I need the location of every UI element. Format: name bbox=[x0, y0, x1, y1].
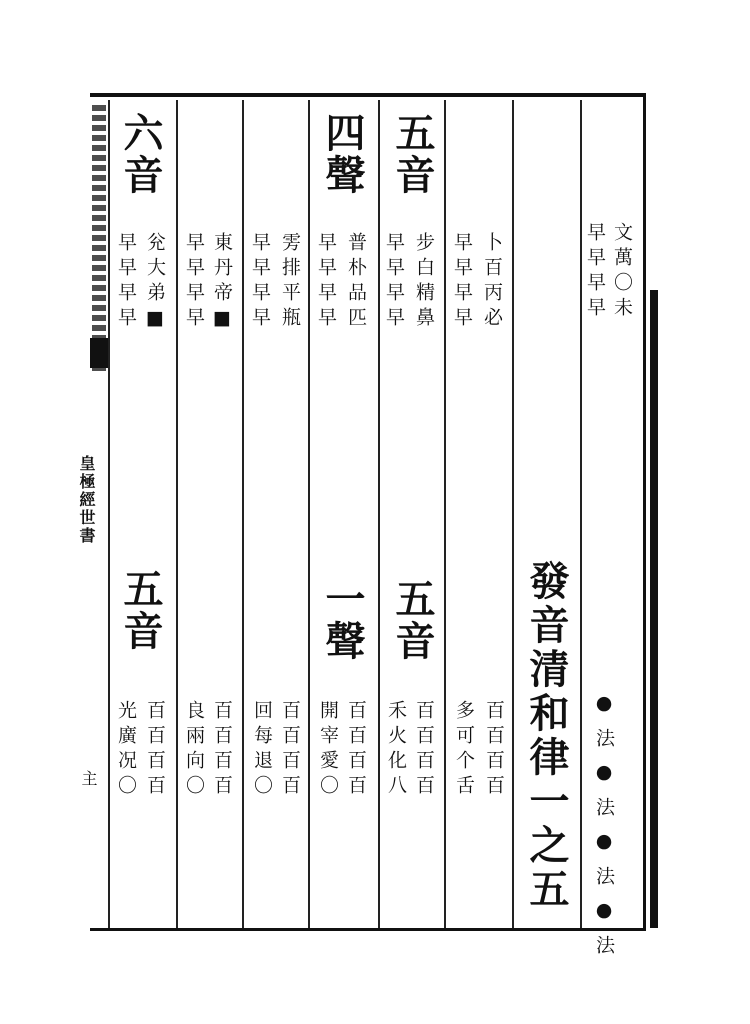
bottom-col4-line1: 百百百百 bbox=[345, 700, 367, 800]
column-rule bbox=[308, 100, 310, 928]
heading-wu-yin-mid: 五音 bbox=[389, 578, 436, 662]
heading-wu-yin-left: 五音 bbox=[117, 568, 164, 652]
top-col7-line1: 兊大弟■ bbox=[144, 232, 166, 335]
section-title: 發音清和律一之五 bbox=[523, 560, 570, 912]
fa-item: ●法 bbox=[593, 899, 615, 968]
column-rule bbox=[378, 100, 380, 928]
heading-wu-yin-top: 五音 bbox=[389, 112, 436, 196]
column-rule bbox=[580, 100, 582, 928]
margin-page-number: 主 bbox=[79, 770, 98, 786]
top-col1-line1: 文萬〇未 bbox=[611, 222, 633, 322]
frame-bottom-border bbox=[90, 928, 645, 931]
right-thick-bar bbox=[650, 290, 658, 928]
bottom-col3-line2: 禾火化八 bbox=[385, 700, 407, 800]
bottom-col5-line1: 百百百百 bbox=[279, 700, 301, 800]
top-col5-line1: 雱排平瓶 bbox=[279, 232, 301, 332]
bottom-col7-line2: 光廣况〇 bbox=[115, 700, 137, 800]
bottom-col6-line1: 百百百百 bbox=[211, 700, 233, 800]
frame-top-border bbox=[90, 93, 645, 97]
top-col1-line2: 早早早早 bbox=[584, 222, 606, 322]
bottom-col2-line2: 多可个舌 bbox=[453, 700, 475, 800]
column-rule bbox=[444, 100, 446, 928]
column-rule bbox=[512, 100, 514, 928]
margin-header-block bbox=[92, 105, 106, 375]
bottom-fa-line bbox=[594, 692, 613, 968]
top-col4-line2: 早早早早 bbox=[315, 232, 337, 332]
top-col3-line1: 步白精鼻 bbox=[413, 232, 435, 332]
top-col2-line1: 卜百丙必 bbox=[481, 232, 503, 332]
top-col6-line2: 早早早早 bbox=[183, 232, 205, 332]
bottom-col4-line2: 開宰愛〇 bbox=[317, 700, 339, 800]
heading-yi-sheng: 一聲 bbox=[319, 578, 366, 662]
bottom-col2-line1: 百百百百 bbox=[483, 700, 505, 800]
bottom-col6-line2: 良兩向〇 bbox=[183, 700, 205, 800]
bottom-col3-line1: 百百百百 bbox=[413, 700, 435, 800]
column-rule bbox=[108, 100, 110, 928]
fa-item: ●法 bbox=[593, 761, 615, 830]
heading-si-sheng: 四聲 bbox=[319, 112, 366, 196]
fa-item: ●法 bbox=[593, 830, 615, 899]
bottom-col7-line1: 百百百百 bbox=[144, 700, 166, 800]
top-col7-line2: 早早早早 bbox=[115, 232, 137, 332]
margin-book-title: 皇極經世書 bbox=[77, 455, 96, 545]
fa-item: ●法 bbox=[593, 692, 615, 761]
top-col6-line1: 東丹帝■ bbox=[211, 232, 233, 335]
frame-right-border bbox=[643, 93, 646, 931]
column-rule bbox=[176, 100, 178, 928]
margin-black-mark bbox=[90, 338, 108, 368]
heading-liu-yin: 六音 bbox=[117, 112, 164, 196]
bottom-col5-line2: 回每退〇 bbox=[251, 700, 273, 800]
top-col5-line2: 早早早早 bbox=[249, 232, 271, 332]
column-rule bbox=[242, 100, 244, 928]
top-col2-line2: 早早早早 bbox=[451, 232, 473, 332]
top-col3-line2: 早早早早 bbox=[383, 232, 405, 332]
top-col4-line1: 普朴品匹 bbox=[345, 232, 367, 332]
